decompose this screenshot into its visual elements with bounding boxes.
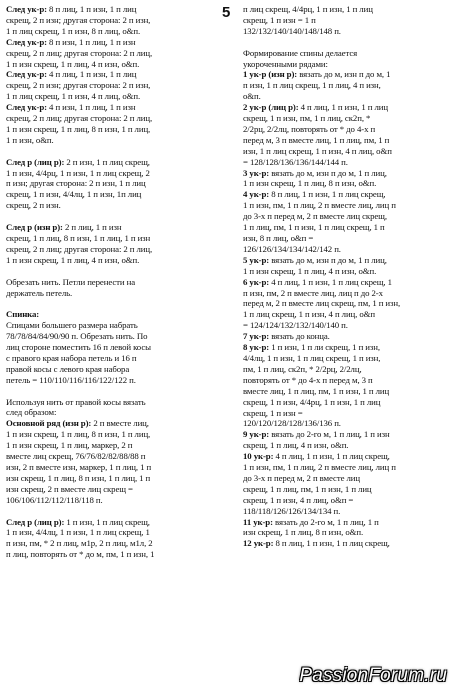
text-line: лиц стороне поместить 16 п левой косы [6,342,151,353]
text-line: вместе лиц, 1 п лиц, пм, 1 п изн, 1 п лиц [243,385,390,396]
text-line: След р (лиц р): 1 п изн, 1 п лиц скрещ, [6,516,150,527]
text-line: 11 ук-р: вязать до 2-го м, 1 п лиц, 1 п [243,516,379,527]
text-line: 78/78/84/84/90/90 п. Обрезать нить. По [6,331,148,342]
text-line: 1 п изн, о&п. [6,134,54,145]
text-line: с правого края набора петель и 16 п [6,352,137,363]
text-line: 1 п лиц, пм, 1 п изн, 1 п лиц скрещ, 1 п [243,222,385,233]
text-line: держатель петель. [6,287,73,298]
row-heading: След ук-р: [6,102,47,113]
left-text-column [6,4,226,560]
text-line: скрещ, 1 п изн, пм, 1 п лиц, ск2п, * [243,113,371,124]
text-line: След р (лиц р): 2 п изн, 1 п лиц скрещ, [6,156,150,167]
row-heading: 10 ук-р: [243,451,274,462]
text-line: повторять от * до 4-х п перед м, 3 п [243,374,373,385]
blank-line [6,298,226,309]
text-line: изн скрещ, 1 п лиц, 8 п изн, 1 п лиц, 1 п [6,472,151,483]
row-heading: 9 ук-р: [243,429,270,440]
row-heading: 6 ук-р: [243,276,270,287]
text-line: Обрезать нить. Петли перенести на [6,276,136,287]
text-line: п лиц, повторять от * до м, пм, 1 п изн, 1 [6,549,155,560]
text-line: скрещ, 2 п лиц; другая сторона: 2 п лиц, [6,47,153,58]
text-line: скрещ, 1 п лиц, 8 п изн, 1 п лиц, 1 п изн [6,233,151,243]
text-line: 1 п изн, пм, 1 п лиц, 2 п вместе лиц, лиц п [243,462,396,473]
blank-line [243,37,450,48]
row-heading: 11 ук-р: [243,516,273,527]
text-line: скрещ, 1 п изн, 4/4лц, 1 п изн, 1п лиц [6,189,142,200]
text-line: 3 ук-р: вязать до м, изн п до м, 1 п лиц, [243,167,387,178]
text-line: изн скрещ, 1 п лиц, 8 п изн, о&п. [243,527,364,538]
text-line: След ук-р: 8 п лиц, 1 п изн, 1 п лиц [6,4,137,14]
text-line: перед м, 2 п вместе лиц скрещ, пм, 1 п изн, [243,298,401,309]
text-line: скрещ, 1 п изн = [243,407,303,418]
text-line: 118/118/126/126/134/134 п. [243,505,341,516]
text-line: 1 п изн, 4/4рц, 1 п изн, 1 п лиц скрещ, 2 [6,167,150,178]
text-line: 1 п изн скрещ, 1 п лиц, маркер, 2 п [6,440,133,451]
text-line: п изн; другая сторона: 2 п изн, 1 п лиц [6,178,146,189]
text-line: 5 ук-р: вязать до м, изн п до м, 1 п лиц, [243,254,387,265]
text-line: 106/106/112/112/118/118 п. [6,494,103,505]
text-line: перед м, 3 п вместе лиц, 1 п лиц, пм, 1 п [243,134,390,145]
row-heading: 4 ук-р: [243,189,270,200]
text-line: 1 п изн скрещ, 1 п лиц, 8 п изн, 1 п лиц, [6,429,151,440]
text-line: скрещ, 1 п лиц, пм, 1 п изн, 1 п лиц [243,483,372,494]
text-line: скрещ, 1 п изн = 1 п [243,14,316,25]
text-line: 10 ук-р: 4 п лиц, 1 п изн, 1 п лиц скрещ, [243,451,390,462]
row-heading: 5 ук-р: [243,254,270,265]
text-line: п изн, пм, 2 п вместе лиц, лиц п до 2-х [243,287,383,298]
watermark: PassionForum.ru [299,665,447,686]
text-line: = 128/128/136/136/144/144 п. [243,156,348,167]
text-line: до 3-х п перед м, 2 п вместе лиц скрещ, [243,211,387,222]
text-line: скрещ, 1 п изн, 4/4рц, 1 п изн, 1 п лиц [243,396,381,407]
text-line: до 3-х п перед м, 2 п вместе лиц [243,472,361,483]
text-line: изн, 8 п лиц, о&п = [243,233,314,244]
text-line [6,309,226,320]
row-heading: 1 ук-р (изн р): [243,69,298,80]
text-line: пм, 1 п лиц, ск2п, * 2/2рц, 2/2лц, [243,363,362,374]
text-line: 1 п изн, пм, 1 п лиц, 2 п вместе лиц, лиц п [243,200,396,211]
text-line: п изн, пм, * 2 п лиц, м1р, 2 п лиц, м1л, 2 [6,538,153,549]
text-line: 1 п изн, 4/4лц, 1 п изн, 1 п лиц скрещ, 1 [6,527,150,538]
blank-line [6,386,226,397]
text-line: 1 ук-р (изн р): вязать до м, изн п до м, 1 [243,69,391,80]
blank-line [6,266,226,277]
text-line: Используя нить от правой косы вязать [6,396,146,407]
row-heading: 2 ук-р (лиц р): [243,102,299,113]
text-line: скрещ, 2 п изн; другая сторона: 2 п изн, [6,14,151,25]
row-heading: След ук-р: [6,69,47,80]
text-line: изн, 2 п вместе изн, маркер, 1 п лиц, 1 п [6,461,152,472]
row-heading: Основной ряд (изн р): [6,418,92,429]
text-line: 12 ук-р: 8 п лиц, 1 п изн, 1 п лиц скрещ, [243,538,390,549]
text-line: изн, 1 п лиц скрещ, 1 п изн, 4 п лиц, о&п [243,145,392,156]
text-line: скрещ, 2 п лиц; другая сторона: 2 п лиц, [6,113,153,124]
row-heading: 8 ук-р: [243,342,270,353]
text-line: о&п. [243,91,261,102]
text-line: 1 п изн скрещ, 1 п лиц, 8 п изн, 1 п лиц, [6,123,151,134]
row-heading: След ук-р: [6,4,47,14]
row-heading: След р (лиц р): [6,156,65,167]
text-line: п изн, 1 п лиц скрещ, 1 п лиц, 4 п изн, [243,80,381,91]
blank-line [6,506,226,517]
row-heading: Спинка: [6,309,40,320]
row-heading: След р (изн р): [6,222,63,233]
text-line: петель = 110/110/116/116/122/122 п. [6,374,136,385]
text-line: 6 ук-р: 4 п лиц, 1 п изн, 1 п лиц скрещ, 1 [243,276,392,287]
row-heading: 12 ук-р: [243,538,274,549]
text-line: правой косы с левого края набора [6,363,130,374]
text-line: 1 п изн скрещ, 1 п лиц, 4 п изн, о&п. [243,265,377,276]
text-line: 7 ук-р: вязать до конца. [243,331,330,342]
text-line: 132/132/140/140/148/148 п. [243,25,341,36]
text-line: След ук-р: 4 п лиц, 1 п изн, 1 п лиц [6,69,137,80]
row-heading: 7 ук-р: [243,331,270,342]
text-line: След ук-р: 8 п изн, 1 п лиц, 1 п изн [6,36,136,47]
blank-line [6,211,226,222]
text-line: 1 п изн скрещ, 1 п лиц, 8 п изн, о&п. [243,178,377,189]
text-line: Спицами большего размера набрать [6,320,138,331]
blank-line [6,146,226,157]
text-line: скрещ, 1 п лиц, 4 п изн, о&п. [243,440,349,451]
text-line: 120/120/128/128/136/136 п. [243,418,341,429]
text-line: След р (изн р): 2 п лиц, 1 п изн [6,222,122,233]
text-line: укороченными рядами: [243,58,328,69]
text-line: изн скрещ, 2 п вместе лиц скрещ = [6,483,133,494]
text-line: скрещ, 1 п изн, 4 п лиц, о&п = [243,494,354,505]
text-line: Формирование спины делается [243,47,358,58]
text-line: скрещ, 2 п изн; другая сторона: 2 п изн, [6,80,151,91]
text-line: 2 ук-р (лиц р): 4 п лиц, 1 п изн, 1 п лиц [243,102,388,113]
row-heading: 3 ук-р: [243,167,270,178]
right-text-column [243,4,450,549]
text-line: 4/4лц, 1 п изн, 1 п лиц скрещ, 1 п изн, [243,352,381,363]
text-line: 1 п лиц скрещ, 1 п изн, 4 п лиц, о&п [243,309,376,320]
text-line: 1 п изн скрещ, 1 п лиц, 4 п изн, о&п. [6,58,140,69]
text-line: = 124/124/132/132/140/140 п. [243,320,348,331]
text-line: 8 ук-р: 1 п изн, 1 п ли скрещ, 1 п изн, [243,342,380,353]
text-line: вместе лиц скрещ, 76/76/82/82/88/88 п [6,451,146,462]
text-line: скрещ, 2 п изн. [6,200,61,211]
text-line: 4 ук-р: 8 п лиц, 1 п изн, 1 п лиц скрещ, [243,189,386,200]
text-line: 9 ук-р: вязать до 2-го м, 1 п лиц, 1 п изн [243,429,390,440]
text-line: 126/126/134/134/142/142 п. [243,243,341,254]
text-line: 1 п изн скрещ, 1 п лиц, 4 п изн, о&п. [6,254,140,265]
row-heading: След р (лиц р): [6,516,65,527]
row-heading: След ук-р: [6,36,47,47]
page-number: 5 [222,4,231,21]
text-line: След ук-р: 4 п изн, 1 п лиц, 1 п изн [6,102,136,113]
text-line: 1 п лиц скрещ, 1 п изн, 4 п лиц, о&п. [6,91,141,102]
text-line: п лиц скрещ, 4/4рц, 1 п изн, 1 п лиц [243,4,373,14]
text-line: скрещ, 2 п лиц; другая сторона: 2 п лиц, [6,243,153,254]
text-line: 1 п лиц скрещ, 1 п изн, 8 п лиц, о&п. [6,25,141,36]
text-line: след образом: [6,407,57,418]
text-line: Основной ряд (изн р): 2 п вместе лиц, [6,418,149,429]
text-line: 2/2рц, 2/2лц, повторять от * до 4-х п [243,123,376,134]
